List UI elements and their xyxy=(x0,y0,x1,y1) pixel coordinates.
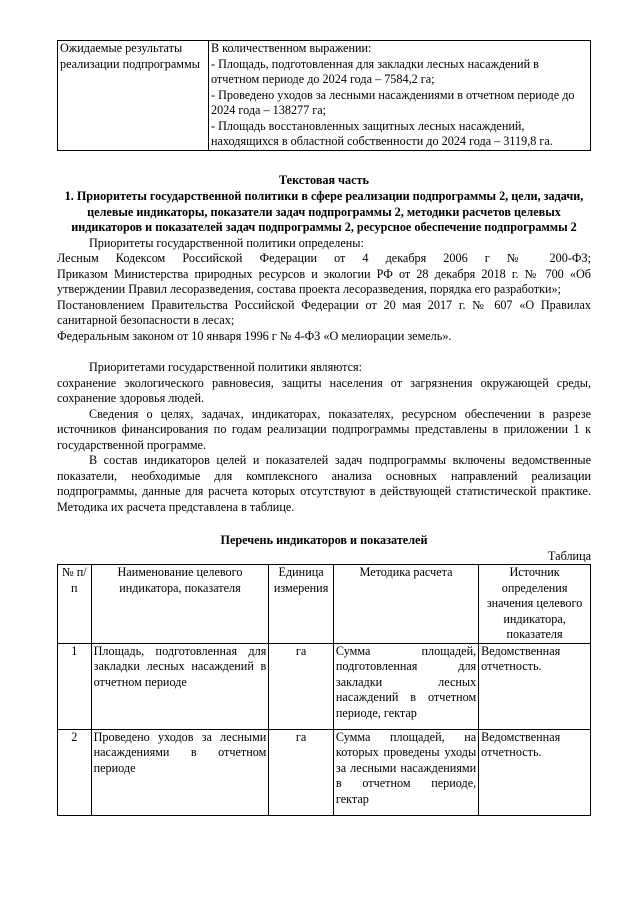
table-row xyxy=(58,729,591,815)
row-unit: га xyxy=(269,643,334,729)
paragraph: сохранение экологического равновесия, защиты населения от загрязнения окружающей среды, сохранение здоровья людей. xyxy=(57,375,591,405)
section-titles xyxy=(57,173,591,236)
section-heading: 1. Приоритеты государственной политики в сфере реализации подпрограммы 2, цели, задачи, целевые индикаторы, показатели задач подпрограммы 2, методики расчетов целевых индикаторов и показателей задач подпрограммы 2, ресурсное обеспечение подпрограммы 2 xyxy=(64,189,584,234)
header-method: Методика расчета xyxy=(333,565,478,644)
part-title: Текстовая часть xyxy=(279,172,369,187)
result-line: - Площадь восстановленных защитных лесных насаждений, находящихся в областной собственности до 2024 года – 3119,8 га. xyxy=(211,118,553,148)
row-method: Сумма площадей, на которых проведены уходы за лесными насаждениями в отчетном периоде, гектар xyxy=(333,729,478,815)
paragraph: Постановлением Правительства Российской Федерации от 20 мая 2017 г. № 607 «О Правилах санитарной безопасности в лесах; xyxy=(57,297,591,327)
row-source: Ведомственная отчетность. xyxy=(479,643,591,729)
expected-results-label: Ожидаемые результаты реализации подпрограммы xyxy=(58,41,209,151)
row-number: 1 xyxy=(58,643,92,729)
paragraph: Лесным Кодексом Российской Федерации от 4 декабря 2006 г № 200-ФЗ; xyxy=(57,251,591,265)
indicators-table xyxy=(57,564,591,816)
paragraph: Приоритетами государственной политики являются: xyxy=(89,360,363,374)
table-row xyxy=(58,41,591,151)
paragraph: Федеральным законом от 10 января 1996 г № 4-ФЗ «О мелиорации земель». xyxy=(57,328,452,343)
result-line: - Площадь, подготовленная для закладки лесных насаждений в отчетном периоде до 2024 года – 7584,2 га; xyxy=(211,56,539,86)
header-source: Источник определения значения целевого индикатора, показателя xyxy=(479,565,591,644)
expected-results-table xyxy=(57,40,591,151)
paragraph: Сведения о целях, задачах, индикаторах, показателях, ресурсном обеспечении в разрезе источников финансирования по годам реализации подпрограммы представлены в приложении 1 к государственной программе. xyxy=(57,406,591,452)
row-name: Проведено уходов за лесными насаждениями в отчетном периоде xyxy=(91,729,269,815)
document-page xyxy=(57,40,591,816)
paragraph: В состав индикаторов целей и показателей задач подпрограммы включены ведомственные показатели, необходимые для комплексного анализа основных направлений реализации подпрограммы, данные для расчета которых отсутствуют в действующей статистической практике. Методика их расчета представлена в таблице. xyxy=(57,453,591,514)
result-line: - Проведено уходов за лесными насаждениями в отчетном периоде до 2024 года – 138277 га; xyxy=(211,87,575,117)
result-line: В количественном выражении: xyxy=(211,41,372,55)
paragraph: Приоритеты государственной политики определены: xyxy=(89,235,364,250)
row-source: Ведомственная отчетность. xyxy=(479,729,591,815)
header-name: Наименование целевого индикатора, показателя xyxy=(91,565,269,644)
spacer xyxy=(57,344,591,360)
table-header-row xyxy=(58,565,591,644)
table-caption: Таблица xyxy=(548,548,591,563)
row-unit: га xyxy=(269,729,334,815)
row-method: Сумма площадей, подготовленная для закладки лесных насаждений в отчетном периоде, гектар xyxy=(333,643,478,729)
table-row xyxy=(58,643,591,729)
row-number: 2 xyxy=(58,729,92,815)
row-name: Площадь, подготовленная для закладки лесных насаждений в отчетном периоде xyxy=(91,643,269,729)
expected-results-values xyxy=(209,41,591,151)
indicators-title: Перечень индикаторов и показателей xyxy=(220,533,428,547)
header-unit: Единица измерения xyxy=(269,565,334,644)
paragraph: Приказом Министерства природных ресурсов и экологии РФ от 28 декабря 2018 г. № 700 «Об утверждении Правил лесоразведения, состава проекта лесоразведения, порядка его разработки»; xyxy=(57,266,591,296)
header-number: № п/п xyxy=(58,565,92,644)
